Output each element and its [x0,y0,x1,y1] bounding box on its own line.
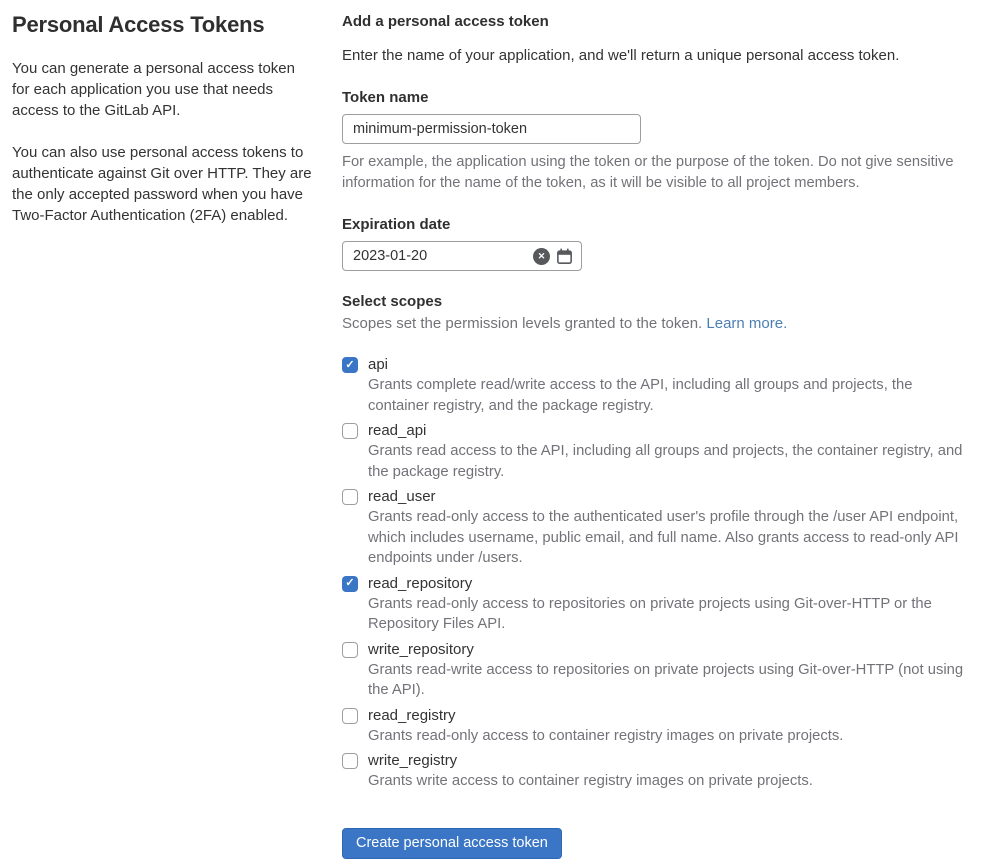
scope-description-write-registry: Grants write access to container registry images on private projects. [368,773,813,789]
scope-checkbox-read-registry[interactable] [342,708,358,724]
learn-more-link[interactable]: Learn more. [706,315,788,332]
form-heading: Add a personal access token [342,13,549,30]
scope-description-read-repository: Grants read-only access to repositories on private projects using Git-over-HTTP or the Repository Files API. [368,595,932,632]
token-name-label: Token name [342,89,429,106]
create-token-button[interactable]: Create personal access token [342,828,562,859]
scope-label-write-repository[interactable]: write_repository [368,640,474,658]
token-name-input[interactable] [342,114,641,144]
scope-row-api [342,355,966,416]
scope-row-write-repository [342,640,966,701]
scopes-help-sentence: Scopes set the permission levels granted to the token. [342,315,703,332]
check-icon: ✓ [345,358,355,371]
scope-label-read-repository[interactable]: read_repository [368,574,473,592]
page-description-paragraph-1: You can generate a personal access token for each application you use that needs access to the GitLab API. [12,60,295,119]
expiration-date-field [342,241,582,271]
scope-checkbox-read-api[interactable] [342,423,358,439]
select-scopes-label: Select scopes [342,293,443,310]
scope-description-read-registry: Grants read-only access to container registry images on private projects. [368,727,844,744]
scope-label-read-registry[interactable]: read_registry [368,706,456,724]
scope-row-read-user [342,487,966,569]
scope-description-write-repository: Grants read-write access to repositories on private projects using Git-over-HTTP (not using the API). [368,661,964,698]
page-description-column [12,12,314,859]
token-name-help: For example, the application using the token or the purpose of the token. Do not give sensitive information for the name of the token, as it will be visible to all project members. [342,154,954,191]
scope-label-write-registry[interactable]: write_registry [368,752,458,769]
scope-description-api: Grants complete read/write access to the API, including all groups and projects, the container registry, and the package registry. [368,377,913,414]
add-token-form [342,12,966,859]
scope-row-read-registry [342,706,966,747]
scope-row-read-api [342,421,966,482]
expiration-date-label: Expiration date [342,216,451,233]
scope-checkbox-write-registry[interactable] [342,753,358,769]
scopes-help-text [342,314,966,334]
scope-label-read-user[interactable]: read_user [368,488,436,505]
scope-description-read-user: Grants read-only access to the authenticated user's profile through the /user API endpoint, which includes username, public email, and full name. Also grants access to read-only API endpoints under /users. [368,509,959,566]
calendar-icon[interactable] [556,248,573,265]
scope-label-read-api[interactable]: read_api [368,422,427,439]
x-glyph: ✕ [537,251,546,261]
scope-checkbox-write-repository[interactable] [342,642,358,658]
clear-date-icon[interactable] [533,248,550,265]
page-description-paragraph-2: You can also use personal access tokens to authenticate against Git over HTTP. They are the only accepted password when you have Two-Factor Authentication (2FA) enabled. [12,144,312,224]
check-icon: ✓ [345,577,355,589]
scope-row-read-repository [342,574,966,635]
scope-checkbox-api[interactable] [342,357,358,373]
scope-checkbox-read-user[interactable] [342,489,358,505]
page-title: Personal Access Tokens [12,12,265,37]
scope-label-api[interactable]: api [368,356,389,373]
scope-checkbox-read-repository[interactable] [342,576,358,592]
scope-description-read-api: Grants read access to the API, including all groups and projects, the container registry, and the package registry. [368,443,963,480]
scope-row-write-registry [342,751,966,792]
form-subheading: Enter the name of your application, and we'll return a unique personal access token. [342,47,900,64]
